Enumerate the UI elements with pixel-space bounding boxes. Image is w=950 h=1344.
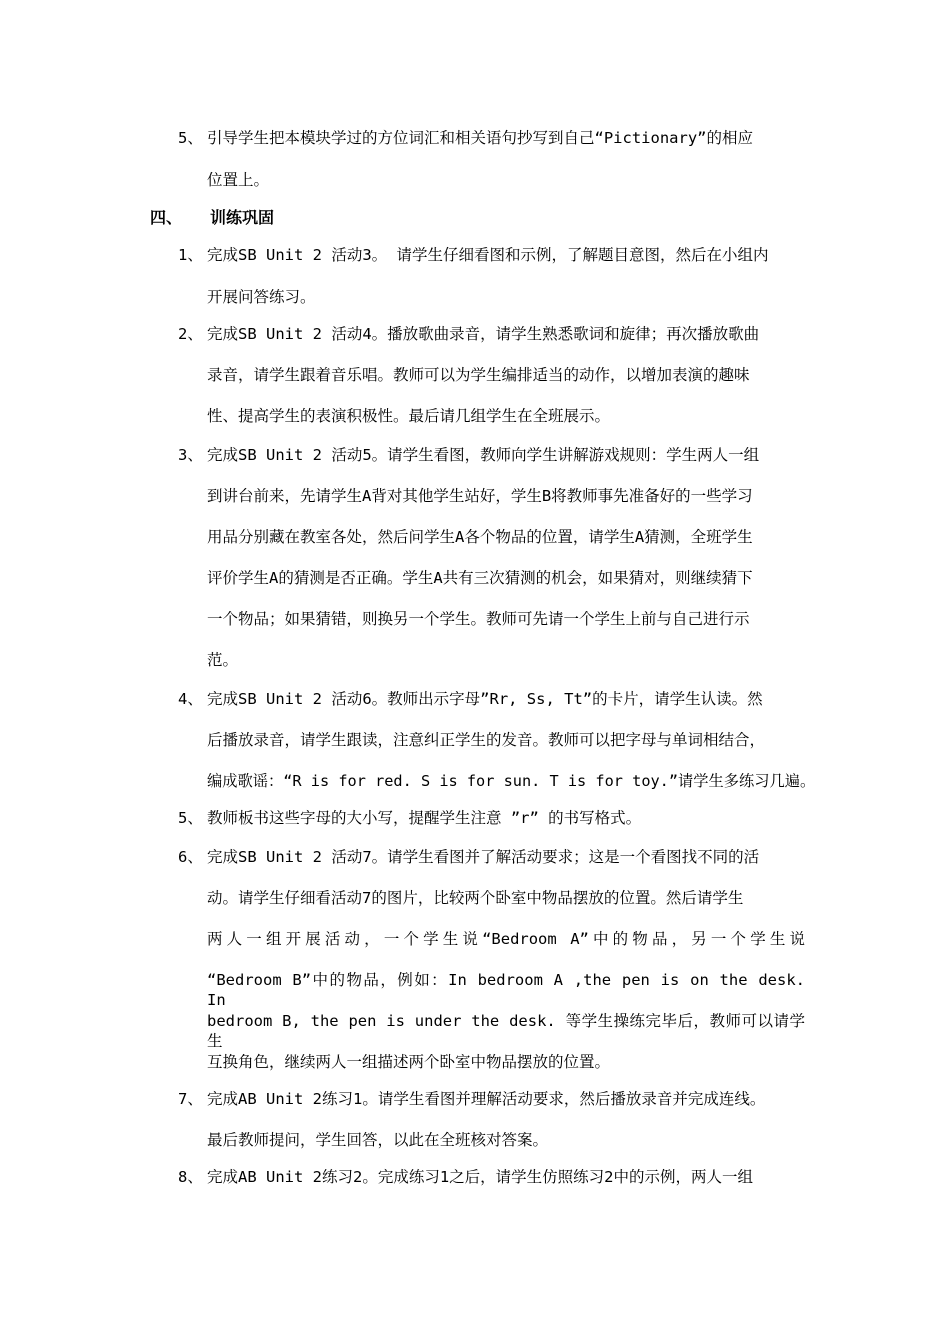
item-line: 到讲台前来，先请学生A背对其他学生站好，学生B将教师事先准备好的一些学习 — [207, 487, 753, 505]
intro-item-line: 引导学生把本模块学过的方位词汇和相关语句抄写到自己“Pictionary”的相应 — [207, 129, 753, 147]
intro-item-number: 5、 — [178, 129, 203, 147]
item-line: 用品分别藏在教室各处，然后问学生A各个物品的位置，请学生A猜测，全班学生 — [207, 528, 753, 546]
item-line: 互换角色，继续两人一组描述两个卧室中物品摆放的位置。 — [207, 1053, 611, 1071]
item-line: 完成SB Unit 2 活动3。 请学生仔细看图和示例，了解题目意图，然后在小组内 — [207, 246, 769, 264]
item-line: 一个物品；如果猜错，则换另一个学生。教师可先请一个学生上前与自己进行示 — [207, 610, 750, 628]
item-line: 范。 — [207, 651, 239, 669]
section-title: 训练巩固 — [210, 208, 275, 227]
item-number: 5、 — [178, 809, 203, 827]
item-line: “Bedroom B”中的物品，例如：In bedroom A ,the pen is on the desk. In — [207, 971, 805, 1009]
item-number: 8、 — [178, 1168, 203, 1186]
item-number: 4、 — [178, 690, 203, 708]
item-line: 教师板书这些字母的大小写，提醒学生注意 ”r” 的书写格式。 — [207, 809, 642, 827]
item-line: 评价学生A的猜测是否正确。学生A共有三次猜测的机会，如果猜对，则继续猜下 — [207, 569, 753, 587]
item-line: 录音，请学生跟着音乐唱。教师可以为学生编排适当的动作，以增加表演的趣味 — [207, 366, 750, 384]
item-line: 完成SB Unit 2 活动7。请学生看图并了解活动要求；这是一个看图找不同的活 — [207, 848, 760, 866]
item-line: 两人一组开展活动，一个学生说“Bedroom A”中的物品，另一个学生说 — [207, 930, 805, 948]
item-line: bedroom B, the pen is under the desk. 等学生操练完毕后，教师可以请学生 — [207, 1012, 805, 1050]
item-line: 完成SB Unit 2 活动4。播放歌曲录音，请学生熟悉歌词和旋律；再次播放歌曲 — [207, 325, 760, 343]
item-line: 完成SB Unit 2 活动5。请学生看图，教师向学生讲解游戏规则：学生两人一组 — [207, 446, 760, 464]
item-line: 后播放录音，请学生跟读，注意纠正学生的发音。教师可以把字母与单词相结合， — [207, 731, 766, 749]
section-number: 四、 — [150, 208, 183, 227]
item-number: 2、 — [178, 325, 203, 343]
item-line: 完成SB Unit 2 活动6。教师出示字母”Rr, Ss, Tt”的卡片，请学生认读。然 — [207, 690, 763, 708]
intro-item-line: 位置上。 — [207, 171, 270, 189]
item-line: 性、提高学生的表演积极性。最后请几组学生在全班展示。 — [207, 407, 611, 425]
item-line: 开展问答练习。 — [207, 288, 316, 306]
item-number: 7、 — [178, 1090, 203, 1108]
item-number: 1、 — [178, 246, 203, 264]
item-line: 编成歌谣：“R is for red. S is for sun. T is for toy.”请学生多练习几遍。 — [207, 772, 816, 790]
item-line: 完成AB Unit 2练习2。完成练习1之后，请学生仿照练习2中的示例，两人一组 — [207, 1168, 753, 1186]
item-line: 动。请学生仔细看活动7的图片，比较两个卧室中物品摆放的位置。然后请学生 — [207, 889, 744, 907]
item-number: 3、 — [178, 446, 203, 464]
item-number: 6、 — [178, 848, 203, 866]
item-line: 最后教师提问，学生回答，以此在全班核对答案。 — [207, 1131, 549, 1149]
item-line: 完成AB Unit 2练习1。请学生看图并理解活动要求，然后播放录音并完成连线。 — [207, 1090, 766, 1108]
